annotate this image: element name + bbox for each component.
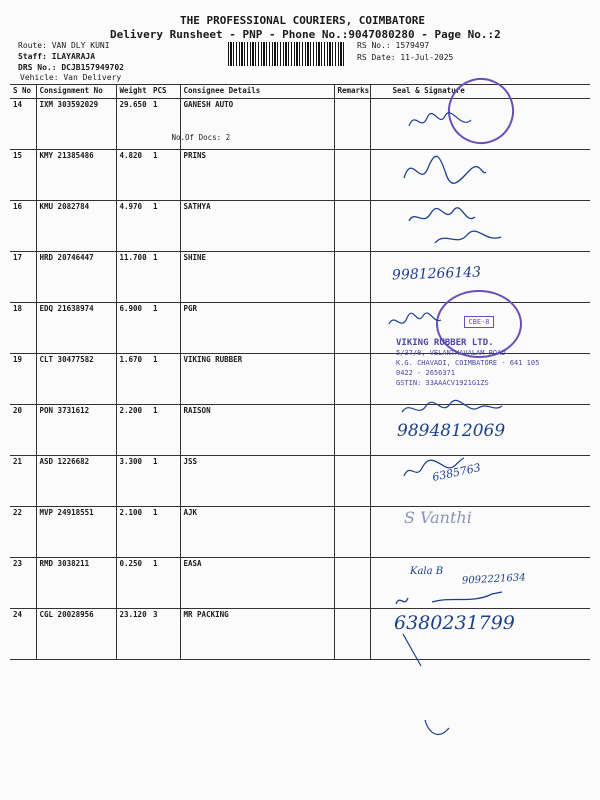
stamp-gstin: GSTIN: 33AAACV1921G1ZS <box>396 379 489 387</box>
signature-row22: S Vanthi <box>404 508 472 527</box>
cell-pcs: 1 <box>150 201 180 252</box>
cell-sno: 24 <box>10 609 36 660</box>
vehicle-label: Vehicle: Van Delivery <box>20 73 122 82</box>
rs-date: RS Date: 11-Jul-2025 <box>357 53 454 62</box>
cell-remarks <box>334 609 370 660</box>
col-remarks: Remarks <box>334 85 370 99</box>
handwritten-phone-row17: 9981266143 <box>391 264 482 284</box>
cell-pcs: 3 <box>150 609 180 660</box>
col-signature: Seal & Signature <box>370 85 590 99</box>
table-row <box>10 150 590 201</box>
table-row <box>10 456 590 507</box>
cell-weight: 0.250 <box>116 558 150 609</box>
company-title: THE PROFESSIONAL COURIERS, COIMBATORE <box>180 14 426 27</box>
cell-consignment: CLT 30477582 <box>36 354 116 405</box>
stamp-city: K.G. CHAVADI, COIMBATORE - 641 105 <box>396 359 540 367</box>
cell-remarks <box>334 99 370 150</box>
cell-consignment: HRD 20746447 <box>36 252 116 303</box>
cell-sno: 17 <box>10 252 36 303</box>
cell-pcs: 1 <box>150 507 180 558</box>
signature-row21 <box>400 452 470 482</box>
col-consignee: Consignee Details <box>180 85 334 99</box>
cell-remarks <box>334 150 370 201</box>
cell-consignment: EDQ 21638974 <box>36 303 116 354</box>
col-weight: Weight <box>116 85 150 99</box>
pen-strokes <box>395 630 455 750</box>
handwritten-phone-row20: 9894812069 <box>397 421 506 441</box>
cell-consignment: KMU 2082784 <box>36 201 116 252</box>
cell-sno: 20 <box>10 405 36 456</box>
cell-sno: 21 <box>10 456 36 507</box>
cell-consignment: CGL 20028956 <box>36 609 116 660</box>
cell-sno: 15 <box>10 150 36 201</box>
cell-consignee: JSS <box>180 456 334 507</box>
cell-pcs: 1 <box>150 558 180 609</box>
cell-signature <box>370 507 590 558</box>
cell-weight: 11.700 <box>116 252 150 303</box>
cell-consignee: MR PACKING <box>180 609 334 660</box>
cell-consignment: IXM 303592029 <box>36 99 116 150</box>
cell-remarks <box>334 405 370 456</box>
cell-remarks <box>334 507 370 558</box>
handwritten-phone-row23: 9092221634 <box>461 572 526 587</box>
cell-weight: 23.120 <box>116 609 150 660</box>
signature-row16 <box>405 203 515 249</box>
cell-weight: 1.670 <box>116 354 150 405</box>
signature-row20 <box>398 396 508 422</box>
drs-label: DRS No.: DCJB157949702 <box>18 63 124 72</box>
cell-weight: 4.820 <box>116 150 150 201</box>
cell-sno: 16 <box>10 201 36 252</box>
cell-weight: 2.100 <box>116 507 150 558</box>
stamp-phone: 0422 - 2656371 <box>396 369 456 377</box>
cell-weight: 3.300 <box>116 456 150 507</box>
cell-sno: 23 <box>10 558 36 609</box>
cell-weight: 29.650 <box>116 99 150 150</box>
signature-row18 <box>385 306 445 334</box>
cell-sno: 19 <box>10 354 36 405</box>
handwritten-phone-row21: 6385763 <box>431 461 482 484</box>
cell-consignee: AJK <box>180 507 334 558</box>
cell-pcs: 1 <box>150 354 180 405</box>
signature-row15 <box>400 150 490 190</box>
table-row <box>10 507 590 558</box>
handwritten-name-row23: Kala B <box>410 566 444 577</box>
cell-consignee <box>171 99 334 150</box>
cell-remarks <box>334 558 370 609</box>
staff-label: Staff: ILAYARAJA <box>18 52 96 61</box>
barcode <box>228 42 345 66</box>
col-consignment: Consignment No <box>36 85 116 99</box>
cell-pcs: 1 <box>150 150 180 201</box>
stamp-address: 5/37/8, VELANTHAVALAM ROAD <box>396 349 506 357</box>
cell-remarks <box>334 252 370 303</box>
route-label: Route: VAN DLY KUNI <box>18 41 110 50</box>
cell-consignment: ASD 1226682 <box>36 456 116 507</box>
rs-number: RS No.: 1579497 <box>357 41 430 50</box>
cell-consignee: RAISON <box>180 405 334 456</box>
signature-row24 <box>392 586 512 612</box>
consignee-name: GANESH AUTO <box>183 100 234 109</box>
cell-consignee: PRINS <box>180 150 334 201</box>
cell-weight: 4.970 <box>116 201 150 252</box>
signature-row14 <box>405 106 475 136</box>
cell-consignee: PGR <box>180 303 334 354</box>
cell-consignment: RMD 3038211 <box>36 558 116 609</box>
cell-pcs: 1 <box>150 456 180 507</box>
stamp-code: CBE-8 <box>464 316 493 328</box>
cell-pcs: 1 <box>150 252 180 303</box>
cell-remarks <box>334 201 370 252</box>
col-sno: S No <box>10 85 36 99</box>
cell-consignee: VIKING RUBBER <box>180 354 334 405</box>
runsheet-subtitle: Delivery Runsheet - PNP - Phone No.:9047080280 - Page No.:2 <box>110 28 501 41</box>
cell-remarks <box>334 456 370 507</box>
company-stamp-row19 <box>396 338 539 388</box>
cell-weight: 6.900 <box>116 303 150 354</box>
cell-consignee: SHINE <box>180 252 334 303</box>
cell-pcs: 1 <box>150 405 180 456</box>
cell-remarks <box>334 303 370 354</box>
cell-remarks <box>334 354 370 405</box>
stamp-company: VIKING RUBBER LTD. <box>396 338 494 348</box>
cell-consignment: PON 3731612 <box>36 405 116 456</box>
cell-sno: 18 <box>10 303 36 354</box>
cell-consignee: SATHYA <box>180 201 334 252</box>
cell-sno: 14 <box>10 99 36 150</box>
cell-sno: 22 <box>10 507 36 558</box>
col-pcs: PCS <box>150 85 180 99</box>
cell-pcs: 1 <box>150 99 180 150</box>
docs-count: No.Of Docs: 2 <box>171 133 231 142</box>
cell-pcs: 1 <box>150 303 180 354</box>
cell-consignment: MVP 24918551 <box>36 507 116 558</box>
cell-consignment: KMY 21385486 <box>36 150 116 201</box>
cell-consignee: EASA <box>180 558 334 609</box>
cell-weight: 2.200 <box>116 405 150 456</box>
handwritten-phone-row24: 6380231799 <box>394 612 515 634</box>
